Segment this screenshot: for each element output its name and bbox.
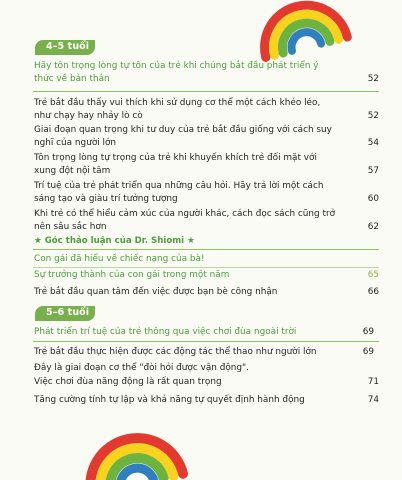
discussion-corner-heading xyxy=(34,236,195,246)
star-icon: ★ xyxy=(187,236,195,246)
toc-page-number: 71 xyxy=(367,377,379,387)
toc-page-number: 69 xyxy=(362,327,374,337)
toc-discussion-item[interactable] xyxy=(34,269,379,282)
toc-entry-title: Tăng cường tính tự lập và khả năng tự quyết định hành động xyxy=(34,395,305,405)
toc-entry-title: Trẻ bắt đầu thấy vui thích khi sử dụng cơ thể một cách khéo léo, như chạy hay nhảy lò cò xyxy=(34,98,321,121)
toc-page-number: 62 xyxy=(367,222,379,232)
toc-entry-title: Việc chơi đùa năng động là rất quan trọng xyxy=(34,377,222,387)
toc-page-number: 69 xyxy=(362,347,374,357)
toc-page-number: 54 xyxy=(367,138,379,148)
divider xyxy=(33,341,379,342)
toc-entry-title: Trẻ bắt đầu thực hiện được các động tác thể thao như người lớn xyxy=(34,347,317,357)
toc-entry[interactable] xyxy=(34,124,379,150)
toc-entry-title: Đây là giai đoạn cơ thể "đòi hỏi được vận động". xyxy=(34,363,249,373)
toc-entry-title: Sự trưởng thành của con gái trong một năm xyxy=(34,270,230,280)
toc-page-number: 52 xyxy=(367,111,379,121)
toc-entry[interactable] xyxy=(34,394,379,407)
toc-entry[interactable] xyxy=(34,376,379,389)
discussion-corner-title: Góc thảo luận của Dr. Shiomi xyxy=(44,236,185,246)
toc-entry-title: Tôn trọng lòng tự trọng của trẻ khi khuyến khích trẻ đối mặt với xung đột nội tâm xyxy=(34,153,317,176)
rainbow-illustration-bottom xyxy=(68,406,193,480)
rainbow-illustration-top xyxy=(243,0,357,67)
divider xyxy=(33,267,379,268)
toc-chapter-heading[interactable] xyxy=(34,60,379,86)
age-section-tag: 4–5 tuổi xyxy=(35,40,95,55)
star-icon: ★ xyxy=(34,236,42,246)
toc-page-number: 65 xyxy=(367,270,379,280)
toc-page-number: 74 xyxy=(367,395,379,405)
toc-entry-title: Giai đoạn quan trọng khi tư duy của trẻ bắt đầu giống với cách suy nghĩ của người lớn xyxy=(34,125,332,148)
toc-discussion-item[interactable] xyxy=(34,253,379,266)
age-section-tag: 5–6 tuổi xyxy=(35,306,95,321)
toc-entry[interactable] xyxy=(34,97,379,123)
toc-entry-title: Con gái đã hiểu về chiếc nạng của bà! xyxy=(34,254,205,264)
toc-entry[interactable] xyxy=(34,346,374,359)
toc-page-number: 60 xyxy=(367,194,379,204)
toc-entry-title: Trí tuệ của trẻ phát triển qua những câu hỏi. Hãy trả lời một cách sáng tạo và giàu trí tưởng tượng xyxy=(34,181,324,204)
toc-chapter-heading[interactable] xyxy=(34,326,374,339)
toc-page-number: 57 xyxy=(367,166,379,176)
toc-entry[interactable] xyxy=(34,152,379,178)
toc-chapter-title: Phát triển trí tuệ của trẻ thông qua việc chơi đùa ngoài trời xyxy=(34,327,297,337)
toc-entry-title: Trẻ bắt đầu quan tâm đến việc được bạn bè công nhận xyxy=(34,287,278,297)
toc-entry[interactable] xyxy=(34,362,379,375)
toc-chapter-title: Hãy tôn trọng lòng tự tôn của trẻ khi chúng bắt đầu phát triển ý thức về bản thân xyxy=(34,61,319,84)
toc-entry[interactable] xyxy=(34,208,379,234)
toc-entry-title: Khi trẻ có thể hiểu cảm xúc của người khác, cách đọc sách cũng trở nên sâu sắc hơn xyxy=(34,209,336,232)
toc-entry[interactable] xyxy=(34,286,379,299)
toc-page-number: 66 xyxy=(367,287,379,297)
toc-entry[interactable] xyxy=(34,180,379,206)
divider xyxy=(33,249,379,250)
toc-page-number: 52 xyxy=(367,74,379,84)
divider xyxy=(33,91,379,92)
